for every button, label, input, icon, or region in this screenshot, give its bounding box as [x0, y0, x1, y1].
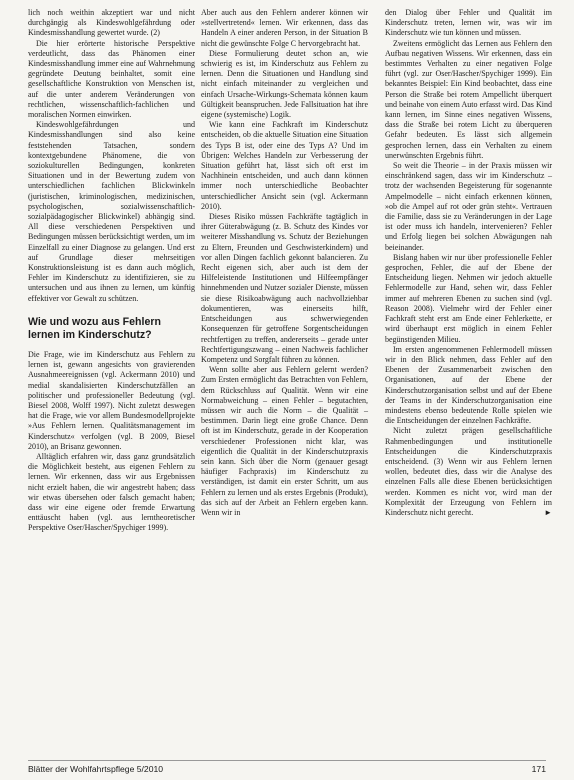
- page-footer: [28, 760, 546, 775]
- paragraph: Bislang haben wir nur über professionelle Fehler gesprochen, Fehler, die auf der Ebene der Entscheidung liegen. Nehmen wir jedoch aktuelle Fehlermodelle zur Hand, sehen wir, dass Fehler immer auf mehreren Ebenen zu suchen sind (vgl. Reason 2008). Vielmehr wird der Fehler einer Fachkraft steht erst am Ende einer Fehlerkette, er wird überhaupt erst möglich in einem Fehler begünstigenden Milieu.: [385, 252, 552, 344]
- paragraph: So weit die Theorie – in der Praxis müssen wir einschränkend sagen, dass wir im Kinderschutz – trotz der wachsenden Begeisterung für sogenannte Ampelmodelle – nicht einfach erkennen können, »ob die Ampel auf rot oder grün steht«. Vertrauen die Familie, dass sie zu Veränderungen in der Lage ist oder muss ich handeln, intervenieren? Fehler und Erfolg liegen bei solchen Abwägungen nah beieinander.: [385, 161, 552, 252]
- paragraph: Aber auch aus den Fehlern anderer können wir »stellvertretend« lernen. Wir erkennen, dass das Handeln A einer anderen Person, in der Situation B nicht die gewünschte Folge C hervorgebracht hat.: [201, 8, 368, 48]
- paragraph-text: Nicht zuletzt prägen gesellschaftliche Rahmenbedingungen und institutionelle Entscheidungen die Kinderschutzpraxis entscheidend. (3) Wenn wir aus Fehlern lernen wollen, bedeutet dies, dass wir die Analyse des einzelnen Falls alle diese Ebenen berücksichtigen werden. Kommen es nicht vor, wird man der Komplexität der Erzeugung von Fehlern im Kinderschutz nicht gerecht.: [385, 426, 552, 517]
- text-column-2: [201, 8, 368, 518]
- paragraph: [385, 426, 552, 518]
- journal-title: Blätter der Wohlfahrtspflege 5/2010: [28, 764, 164, 774]
- paragraph: Kindeswohlgefährdungen und Kindesmisshandlungen sind also keine feststehenden Tatsachen, sondern kontextgebundene Phänomene, die von soziokulturellen Bedingungen, konkreten Situationen und in der Bewertung zudem von unterschiedlichen fachlichen Blickwinkeln (juristischen, kriminologischen, medizinischen, psychologischen, sozialwissenschaftlich-sozialpädagogischer Blickwinkel) abhängig sind. All diese verschiedenen Perspektiven und Bedingungen müssen berücksichtigt werden, um im Einzelfall zu einer Diagnose zu gelangen. Und erst auf Grundlage dieser mehrseitigen Konstruktionsleistung ist es dann auch möglich, Fehler im Kinderschutz zu identifizieren, sie zu untersuchen und aus ihnen zu lernen, um künftig effektiver vor Gewalt zu schützen.: [28, 120, 195, 303]
- paragraph: Diese Formulierung deutet schon an, wie schwierig es ist, im Kinderschutz aus Fehlern zu lernen. Denn die Situationen und Handlung sind nicht einfach miteinander zu vergleichen und einfach Ursache-Wirkungs-Schemata können kaum Gültigkeit beanspruchen. Jede Fallsituation hat ihre eigene (systemische) Logik.: [201, 48, 368, 120]
- paragraph: Im ersten angenommenen Fehlermodell müssen wir in den Blick nehmen, dass Fehler auf den Ebenen der Zusammenarbeit zwischen den Organisationen, auf der Ebene der Kinderschutzorganisation selbst und auf der Ebene der Teams in der Kinderschutzorganisation eine mindestens ebenso bedeutende Rolle spielen wie die Entscheidungen der einzelnen Fachkräfte.: [385, 344, 552, 426]
- page-number: 171: [531, 764, 546, 774]
- paragraph: Alltäglich erfahren wir, dass ganz grundsätzlich die Möglichkeit besteht, aus eigenen Fehlern zu lernen. Wir erkennen, dass wir aus Ergebnissen nicht erzielt haben, die wir angestrebt haben; dass wir etwas übersehen oder falsch gemacht haben; dass wir eine eigene oder fremde Erwartung enttäuscht haben (vgl. aus lerntheoretischer Perspektive Oser/Hascher/Spychiger 1999).: [28, 451, 195, 533]
- paragraph: Zweitens ermöglicht das Lernen aus Fehlern den Aufbau negativen Wissens. Wir erkennen, dass ein bestimmtes Verhalten zu einer negativen Folge führt (vgl. zur Oser/Hascher/Spychiger 1999). Ein bekanntes Beispiel: Ein Kind beobachtet, dass eine Person die Straße bei rotem Ampellicht überquert und beinahe von einem Auto erfasst wird. Das Kind kann lernen, im Sinne eines negativen Wissens, dass die Straße bei rotem Licht zu überqueren Gefahr bedeuten. Es lässt sich allgemein gesprochen lernen, dass ein Verhalten zu einem unerwünschten Ergebnis führt.: [385, 38, 552, 160]
- text-column-1: [28, 8, 195, 534]
- text-column-3: [385, 8, 552, 518]
- section-heading: Wie und wozu aus Fehlern lernen im Kinderschutz?: [28, 315, 161, 341]
- paragraph: Die hier erörterte historische Perspektive verdeutlicht, dass das Phänomen einer Kindesmisshandlung immer eine auf Wahrnehmung gegründete Deutung beinhaltet, somit eine gesellschaftliche Konstruktion von Menschen ist, auf die unter anderem Veränderungen von rechtlichen, wissenschaftlich-fachlichen und moralischen Normen einwirken.: [28, 38, 195, 120]
- paragraph: Die Frage, wie im Kinderschutz aus Fehlern zu lernen ist, gewann angesichts von gravierenden Ausnahmeereignissen (vgl. Ackermann 2010) und medial skandalisierten Kinderschutzfällen an politischer und professioneller Bedeutung (vgl. Biesel 2008, Wolff 1997). Nicht zuletzt deswegen hat die Frage, wie vor allem Bundesmodellprojekte »Aus Fehlern lernen. Qualitätsmanagement im Kinderschutz« verfolgen (vgl. B 2009, Biesel 2010), an Brisanz gewonnen.: [28, 349, 195, 451]
- paragraph: den Dialog über Fehler und Qualität im Kinderschutz treten, lernen wir, was wir im Kinderschutz wie tun können und müssen.: [385, 8, 552, 38]
- paragraph: Wenn sollte aber aus Fehlern gelernt werden? Zum Ersten ermöglicht das Betrachten von Fehlern, dem Rückschluss auf Qualität. Wenn wir eine Normabweichung – einen Fehler – begutachten, müssen wir auch die Norm – die Qualität – bestimmen. Darin liegt eine große Chance. Denn oft ist im Kinderschutz, gerade in der Kooperation verschiedener Professionen nicht klar, was eigentlich die Qualität in der Kinderschutzpraxis sein kann. Sich über die Norm (genauer gesagt häufiger Fachpraxis) im Kinderschutz zu verständigen, ist damit ein erster Schritt, um aus Fehlern zu lernen und als erstes Ergebnis (Produkt), das sich auf der Arbeit an Fehlern ergeben kann. Wenn wir in: [201, 365, 368, 517]
- paragraph: Wie kann eine Fachkraft im Kinderschutz entscheiden, ob die aktuelle Situation eine Situation des Typs B ist, oder eine des Typs A? Und im Übrigen: Welches Handeln zur Verbesserung der Situation geführt hat, lässt sich oft erst im Nachhinein entscheiden, und auch dann können immer noch unterschiedliche Beobachter unterschiedlicher Ansicht sein (vgl. Ackermann 2010).: [201, 120, 368, 211]
- paragraph: Dieses Risiko müssen Fachkräfte tagtäglich in ihrer Güterabwägung (z. B. Schutz des Kindes vor weiterer Misshandlung vs. Schutz der Beziehungen zu Eltern, Freunden und Geschwisterkindern) und vor allen Dingen fachlich gekonnt balancieren. Zu Recht eigenen sich, aber auch ist dem der Hilfeleistende Institutionen und Hilfeempfänger hinnehmenden und Nutzer sozialer Dienste, müssen sie diese Risikoabwägung auch nachvollziehbar dokumentieren, was einerseits hilft, Entscheidungen aus schwerwiegenden Konsequenzen für getroffene Sorgentscheidungen rechtfertigen zu treffen, andererseits – gerade unter Rechtfertigungszwang – einen Nachweis fachlicher Kompetenz und Sorgfalt führen zu können.: [201, 212, 368, 364]
- continue-arrow-icon: ►: [544, 507, 552, 517]
- paragraph: lich noch weithin akzeptiert war und nicht durchgängig als Kindeswohlgefährdung oder Kindesmisshandlung gewertet wurde. (2): [28, 8, 195, 38]
